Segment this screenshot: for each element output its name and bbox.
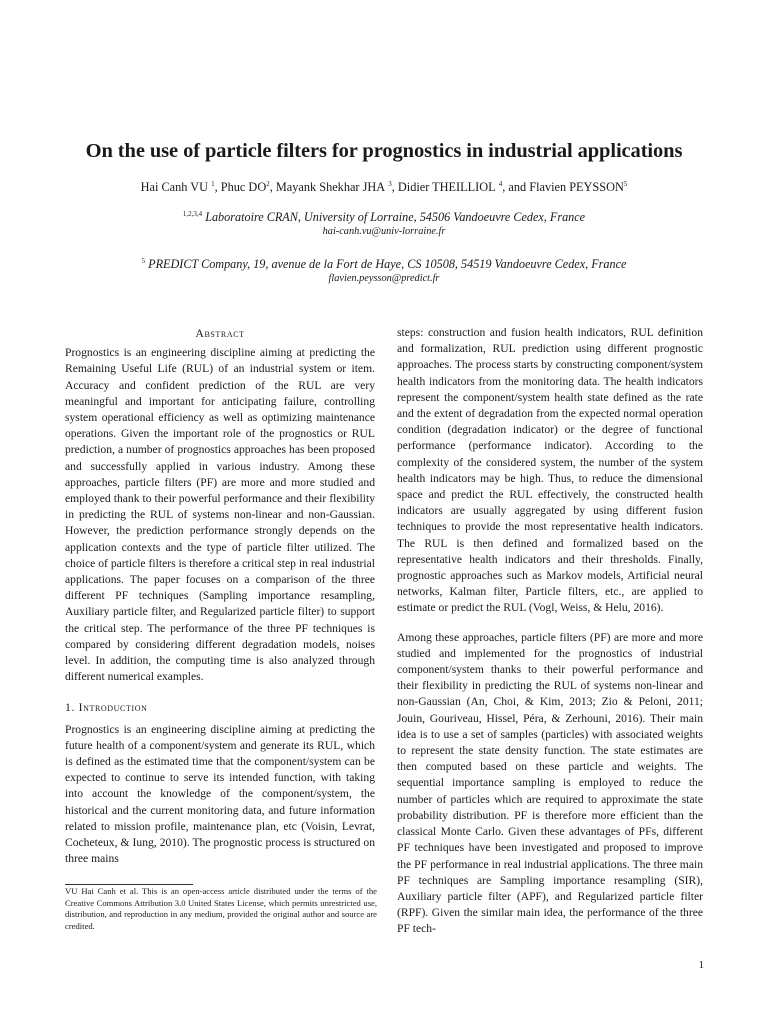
author-name: Hai Canh VU xyxy=(140,180,209,194)
footnote-rule xyxy=(65,884,193,885)
affiliation-email[interactable]: flavien.peysson@predict.fr xyxy=(328,273,440,284)
author-list: Hai Canh VU $^1$, Phuc $DO^2$, Mayank Shekhar JHA $^3$, Didier THEILLIOL $^4$, and Flavien PEYSSON$^5$ xyxy=(140,179,628,194)
affiliation-email[interactable]: hai-canh.vu@univ-lorraine.fr xyxy=(322,226,446,237)
author-name: Flavien PEYSSON xyxy=(529,180,624,194)
paper-title: On the use of particle filters for prognostics in industrial applications xyxy=(85,140,683,162)
affiliation-mark: 5 xyxy=(141,256,146,265)
abstract-text: Prognostics is an engineering discipline aiming at predicting the Remaining Useful Life (RUL) of an industrial system or item. Accuracy and confident prediction of the RUL are very meaningful and important for anticipating failure, controlling system operational efficiency as well as optimizing maintenance operations. Given the important role of the prognostics or RUL prediction, a number of prognostics approaches has been proposed and successfully applied in various industry. Among these approaches, particle filters (PF) are more and more studied and employed thank to their powerful performance and their flexibility in predicting the RUL of systems non-linear and non-Gaussian. However, the prediction performance strongly depends on the application contexts and the type of particle filter utilized. The choice of particle filters is therefore a critical step in real industrial applications. The paper focuses on a comparison of the three different PF techniques (Sampling importance resampling, Auxiliary particle filter, and Regularized particle filter) to support the critical step. The performance of the three PF techniques is compared by considering different degradation models, noises level. In addition, the computing time is also analyzed through different numerical examples. xyxy=(65,346,375,684)
author-name: Mayank Shekhar JHA xyxy=(275,180,386,194)
right-column xyxy=(397,325,703,938)
abstract-heading: Abstract xyxy=(195,326,245,340)
introduction-heading: 1. Introduction xyxy=(65,700,148,715)
introduction-text: Prognostics is an engineering discipline aiming at predicting the future health of a component/system and generate its RUL, which is defined as the estimated time that the component/system can be expected to continue to serve its intended function, with taking into account the knowledge of the component/system, the historical and the current monitoring data, and future information related to mission profile, maintenance plan, etc (Voisin, Levrat, Cocheteux, & Iung, 2010). The prognostic process is structured on three mains xyxy=(65,722,375,866)
left-column xyxy=(65,325,375,868)
author-affiliation-mark: 3 xyxy=(388,179,392,188)
author-name: Phuc DO xyxy=(220,180,267,194)
page-number: 1 xyxy=(698,959,704,971)
footnote: VU Hai Canh et al. This is an open-access article distributed under the terms of the Creative Commons Attribution 3.0 United States License, which permits unrestricted use, distribution, and reproduction in any medium, provided the original author and source are credited. xyxy=(65,886,377,931)
body-paragraph: Among these approaches, particle filters (PF) are more and more studied and implemented for the prognostics of industrial component/system thanks to their powerful performance and their flexibility in predicting the RUL of systems non-linear and non-Gaussian (An, Choi, & Kim, 2013; Zio & Peloni, 2011; Jouin, Gouriveau, Hissel, Péra, & Zerhouni, 2016). Their main idea is to use a set of samples (particles) with associated weights to represent the state density function. The state estimates are then computed based on these particle and weights. The sequential importance sampling is employed to reduce the number of particles which are required to approximate the state probability distribution. PF is therefore more efficient than the classical Monte Carlo. Given these advantages of PFs, different PF techniques have been investigated and proposed to improve the PF performance in real industrial applications. The three main PF techniques are Sampling importance resampling (SIR), Auxiliary particle filter (APF), and Regularized particle filter (RPF). Given the similar main idea, the performance of the three PF tech- xyxy=(397,630,703,936)
author-name: Didier THEILLIOL xyxy=(397,180,496,194)
affiliation-1 xyxy=(0,210,768,237)
body-paragraph: steps: construction and fusion health indicators, RUL definition and formalization, RUL prediction using different prognostic approaches. The process starts by constructing component/system health indicators from the monitoring data. The health indicators represent the component/system health state defined as the rate and the extent of degradation from the expected normal operation condition (degradation indicator) or the degree of functional performance (performance indicator). According to the complexity of the considered system, the number of the system health indicators may be high. Thus, to reduce the dimensional space and predict the RUL effectively, the constructed health indicators are usually aggregated by using different fusion techniques to provide the most representative health indicators. The RUL is then defined and formalized based on the representative health indicators and their thresholds. Finally, prognostic approaches such as Markov models, Artificial neural networks, Kalman filter, Particle filters, etc., are applied to estimate or predict the RUL (Vogl, Weiss, & Helu, 2016). xyxy=(397,326,703,615)
author-affiliation-mark: 5 xyxy=(623,179,628,188)
author-affiliation-mark: 1 xyxy=(211,179,215,188)
author-affiliation-mark: 4 xyxy=(498,179,503,188)
affiliation-2 xyxy=(0,257,768,284)
affiliation-text: PREDICT Company, 19, avenue de la Fort de Haye, CS 10508, 54519 Vandoeuvre Cedex, France xyxy=(148,257,627,271)
affiliation-text: Laboratoire CRAN, University of Lorraine, 54506 Vandoeuvre Cedex, France xyxy=(205,210,586,224)
affiliation-mark: 1,2,3,4 xyxy=(182,209,203,218)
author-affiliation-mark: 2 xyxy=(266,179,270,188)
